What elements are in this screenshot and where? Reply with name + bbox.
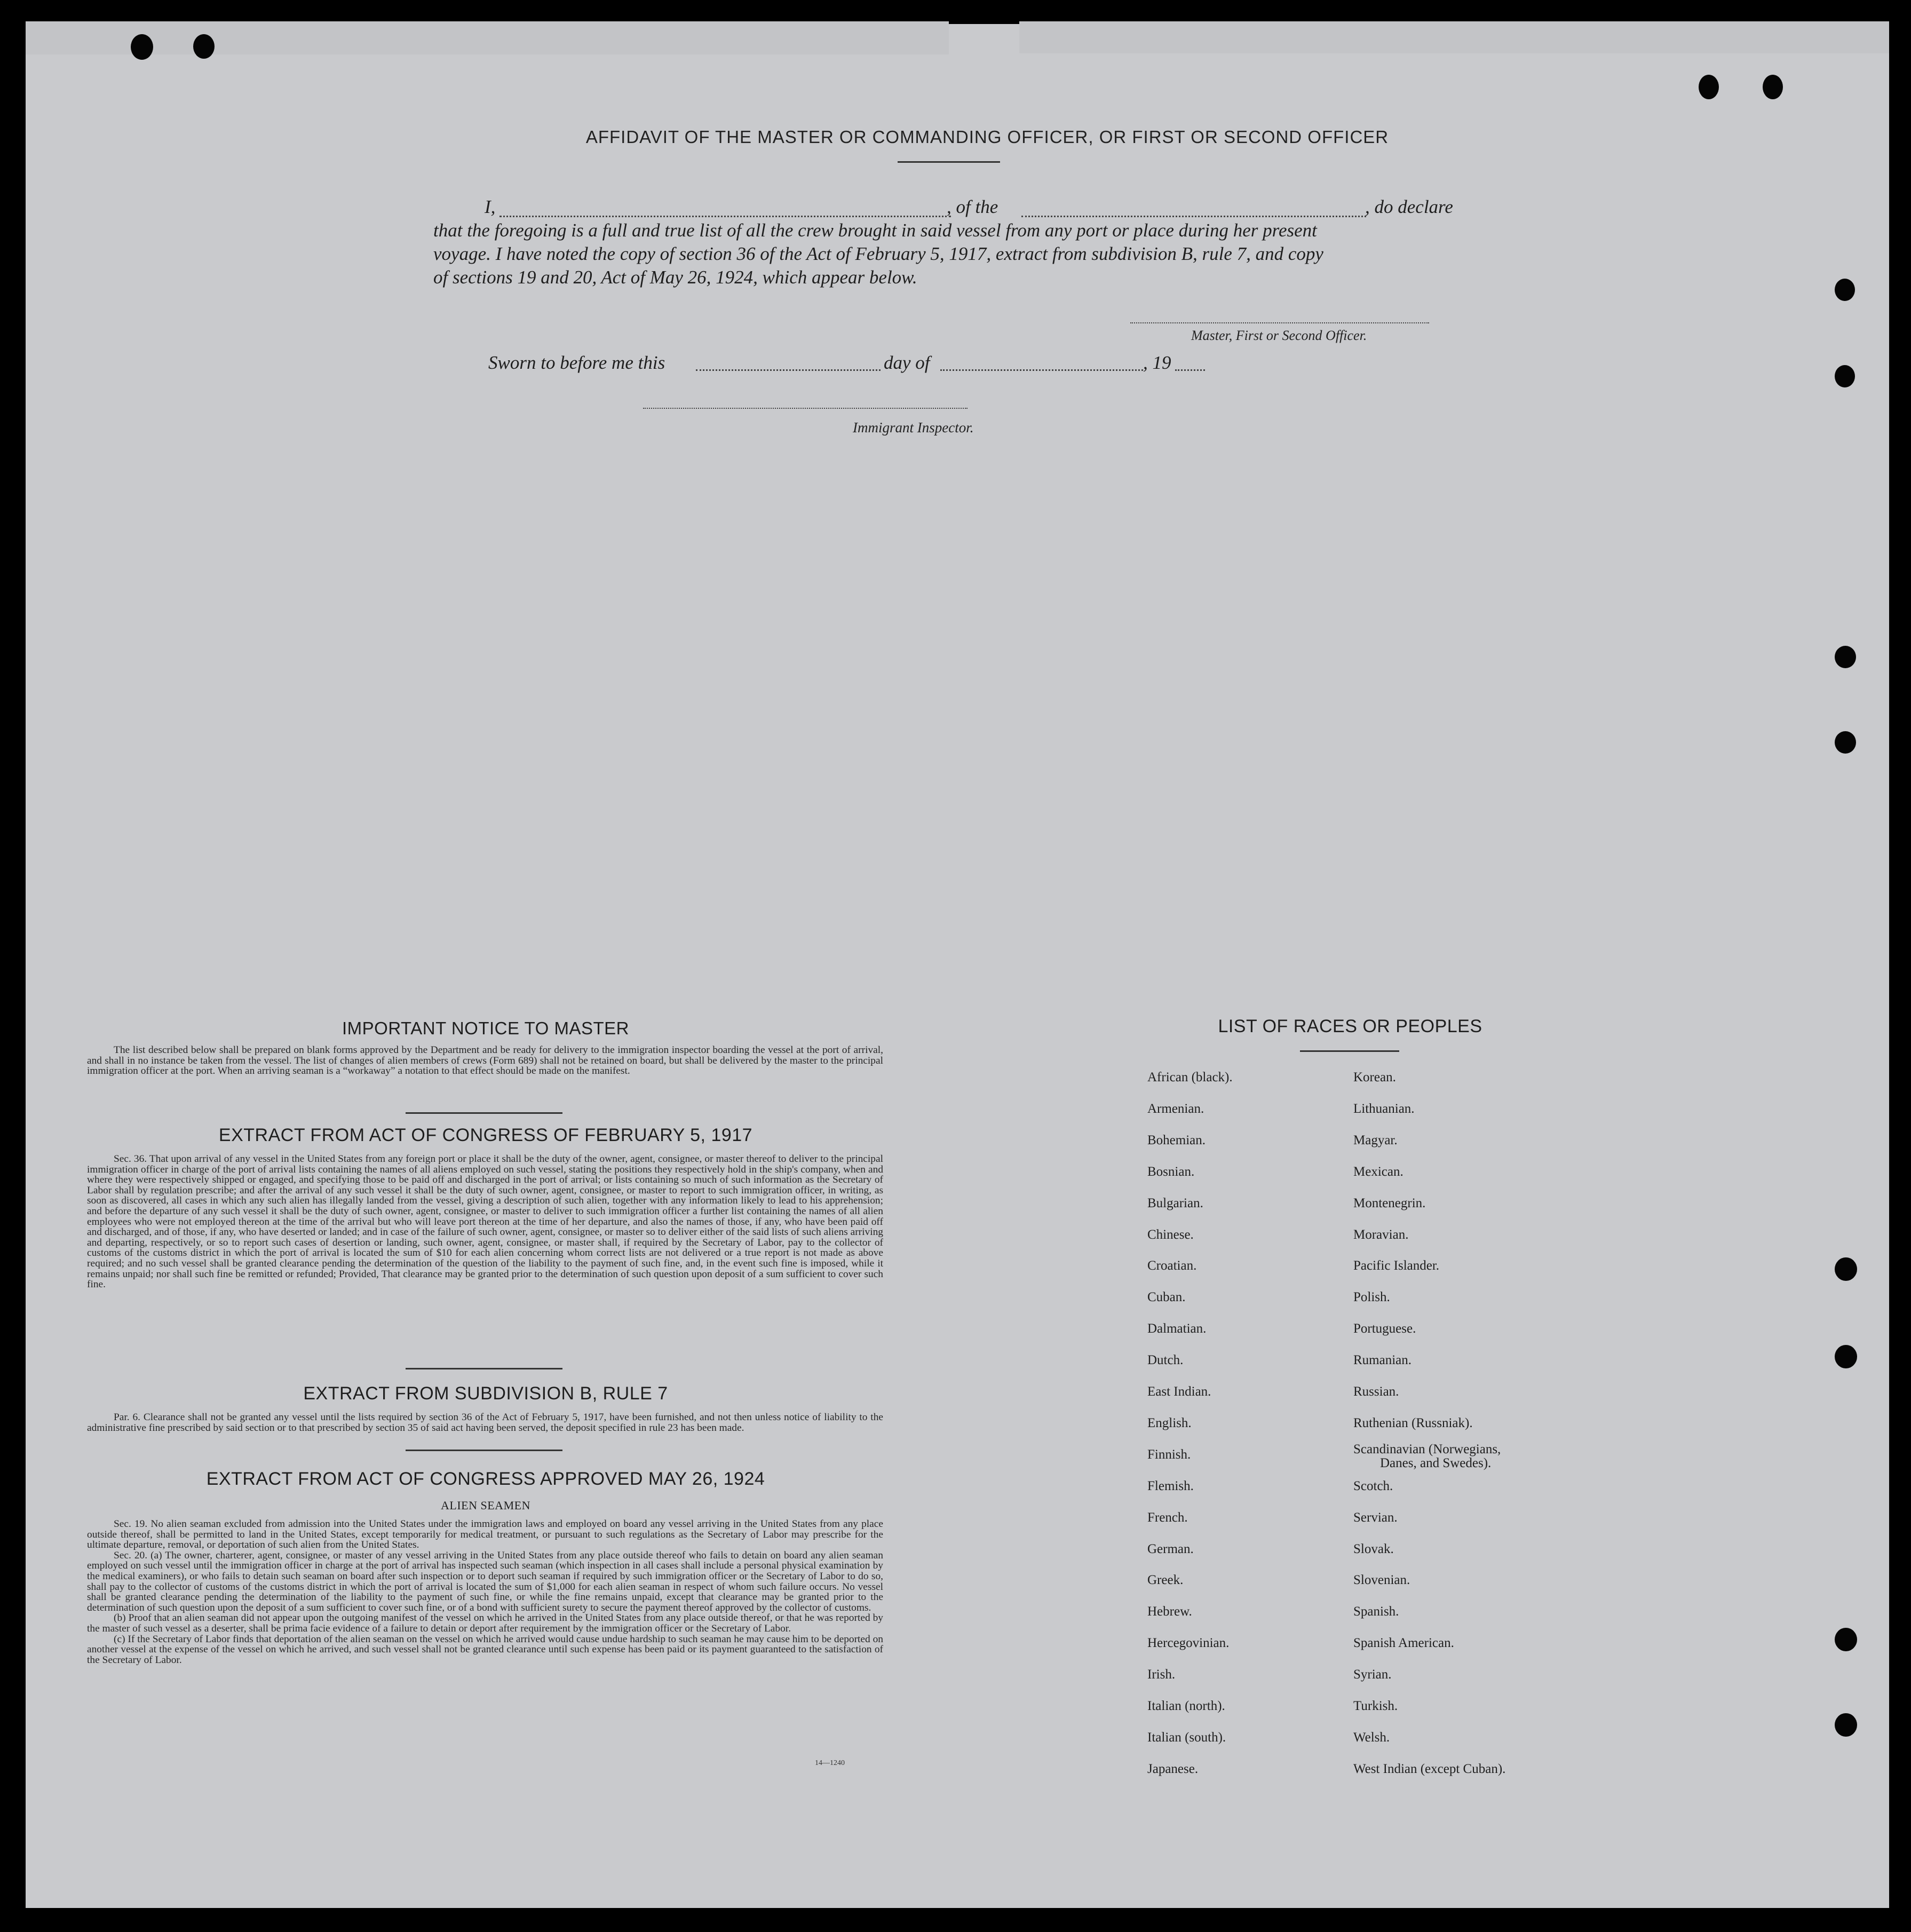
notice-text [87,1045,883,1076]
par-6-paragraph: Par. 6. Clearance shall not be granted any vessel until the lists required by section 36 of the Act of February 5, 1917, have been furnished, and not then unless notice of liability to the administrative fine prescribed by said section or to that prescribed by section 35 of said act having been served, the deposit specified in rule 23 has been made. [87,1412,883,1434]
race-item: Dalmatian. [1147,1321,1207,1336]
sworn-month-field[interactable] [940,369,1143,371]
race-item: German. [1147,1542,1194,1556]
sworn-day-field[interactable] [696,369,881,371]
race-item: Turkish. [1353,1699,1398,1713]
master-signature-field[interactable] [1130,322,1429,323]
section-divider [406,1368,562,1369]
race-item: Spanish. [1353,1604,1399,1619]
punch-hole [1835,365,1855,387]
race-item: Montenegrin. [1353,1196,1426,1210]
race-item: Irish. [1147,1667,1176,1682]
extract-1924-title: EXTRACT FROM ACT OF CONGRESS APPROVED MAY 26, 1924 [206,1469,765,1489]
punch-hole [1835,279,1855,301]
sec-19-paragraph: Sec. 19. No alien seaman excluded from admission into the United States under the immigration laws and employed on board any vessel arriving in the United States from any place outside thereof, shall be permitted to land in the United States, except temporarily for medical treatment, or pursuant to such regulations as the Secretary of Labor may prescribe for the ultimate departure, removal, or deportation of such alien from the United States. [87,1518,883,1551]
race-item: Bosnian. [1147,1165,1195,1179]
race-item: Chinese. [1147,1228,1194,1242]
affiant-label: I, [485,196,496,217]
affidavit-title: AFFIDAVIT OF THE MASTER OR COMMANDING OFFICER, OR FIRST OR SECOND OFFICER [585,127,1389,147]
race-item: Dutch. [1147,1353,1184,1367]
extract-1917-title: EXTRACT FROM ACT OF CONGRESS OF FEBRUARY 5, 1917 [218,1125,753,1145]
race-item: African (black). [1147,1070,1233,1084]
alien-seamen-subtitle: ALIEN SEAMEN [441,1499,530,1512]
race-item: English. [1147,1416,1192,1430]
race-item: Magyar. [1353,1133,1398,1147]
affiant-name-field[interactable] [499,216,951,217]
race-item: Scotch. [1353,1479,1393,1493]
punch-hole [1835,731,1856,754]
race-item: Finnish. [1147,1447,1191,1462]
race-item: Hebrew. [1147,1604,1192,1619]
sec-20a-paragraph: Sec. 20. (a) The owner, charterer, agent, consignee, or master of any vessel arriving in the United States from any place outside thereof who fails to detain on board any alien seaman employed on such vessel until the immigration officer in charge at the port of arrival has inspected such seaman (which inspection in all cases shall include a personal physical examination by the medical examiners), or who fails to detain such seaman on board after such inspection or to deport such seaman if required by such immigration officer or the Secretary of Labor to do so, shall pay to the collector of customs of the customs district in which the port of arrival is located the sum of $1,000 for each alien seaman in respect of whom such failure occurs. No vessel shall be granted clearance pending the determination of the liability to the payment of such fine, or while the fine remains unpaid, except that clearance may be granted prior to the determination of such question upon the deposit of a sum sufficient to cover such fine, or of a bond with sufficient surety to secure the payment thereof approved by the collector of customs. [87,1549,883,1613]
race-item: Italian (south). [1147,1730,1226,1745]
race-item-continuation: Danes, and Swedes). [1380,1456,1492,1470]
race-item: East Indian. [1147,1384,1211,1399]
race-item: Polish. [1353,1290,1390,1304]
race-item: Slovenian. [1353,1573,1410,1587]
year-prefix-label: , 19 [1143,352,1171,373]
race-item: Portuguese. [1353,1321,1416,1336]
race-item: Rumanian. [1353,1353,1412,1367]
punch-hole [193,34,215,59]
race-item: Bulgarian. [1147,1196,1203,1210]
rule-7-text [87,1412,883,1433]
top-edge-strip [26,21,949,54]
punch-hole [1835,1257,1857,1281]
race-item: Bohemian. [1147,1133,1206,1147]
race-item: Italian (north). [1147,1699,1225,1713]
race-item: Greek. [1147,1573,1184,1587]
sworn-label: Sworn to before me this [488,352,665,373]
race-item: Armenian. [1147,1102,1204,1116]
title-underline [898,161,1000,163]
race-item: French. [1147,1510,1188,1525]
do-declare-label: , do declare [1365,196,1453,217]
race-item: Syrian. [1353,1667,1392,1682]
inspector-signature-caption: Immigrant Inspector. [853,419,974,436]
race-item: Welsh. [1353,1730,1390,1745]
section-divider [406,1450,562,1451]
race-item: Slovak. [1353,1542,1394,1556]
race-item: Moravian. [1353,1228,1409,1242]
top-edge-strip-right [1019,21,1889,53]
punch-hole [1835,646,1856,668]
extract-1917-text [87,1154,883,1290]
of-the-label: , of the [947,196,998,217]
vessel-name-field[interactable] [1021,216,1366,217]
punch-hole [1763,75,1783,99]
form-code: 14—1240 [815,1759,845,1767]
race-item: Pacific Islander. [1353,1258,1440,1273]
notice-paragraph: The list described below shall be prepared on blank forms approved by the Department and be ready for delivery to the immigration inspector boarding the vessel at the port of arrival, and shall in no instance be taken from the vessel. The list of changes of alien members of crews (Form 689) shall not be retained on board, but shall be delivered by the master to the principal immigration officer at the port. When an arriving seaman is a “workaway” a notation to that effect should be made on the manifest. [87,1044,883,1077]
punch-hole [1835,1345,1857,1368]
sec-20b-paragraph: (b) Proof that an alien seaman did not appear upon the outgoing manifest of the vessel on which he arrived in the United States from any place outside thereof, or that he was reported by the master of such vessel as a deserter, shall be prima facie evidence of a failure to detain or deport after requirement by the immigration officer or the Secretary of Labor. [87,1612,883,1634]
punch-hole [1835,1713,1857,1737]
race-item: West Indian (except Cuban). [1353,1762,1506,1776]
race-item: Korean. [1353,1070,1396,1084]
affidavit-text-line-1: that the foregoing is a full and true list of all the crew brought in said vessel from any port or place during her present [433,220,1317,241]
punch-hole [1699,75,1719,99]
day-of-label: day of [884,352,930,373]
sworn-year-field[interactable] [1175,369,1205,371]
race-item: Hercegovinian. [1147,1636,1230,1650]
section-divider [406,1112,562,1114]
race-item: Ruthenian (Russniak). [1353,1416,1473,1430]
race-item: Mexican. [1353,1165,1403,1179]
master-signature-caption: Master, First or Second Officer. [1191,328,1367,343]
race-item: Lithuanian. [1353,1102,1415,1116]
inspector-signature-field[interactable] [643,408,968,409]
sec-20c-paragraph: (c) If the Secretary of Labor finds that deportation of the alien seaman on the vessel on which he arrived would cause undue hardship to such seaman he may cause him to be deported on another vessel at the expense of the vessel on which he arrived, and such vessel shall not be granted clearance until such expense has been paid or its payment guaranteed to the satisfaction of the Secretary of Labor. [87,1633,883,1666]
race-item: Japanese. [1147,1762,1199,1776]
notice-title: IMPORTANT NOTICE TO MASTER [342,1018,629,1038]
race-item: Russian. [1353,1384,1399,1399]
races-title-underline [1300,1050,1399,1052]
race-item: Spanish American. [1353,1636,1454,1650]
races-title: LIST OF RACES OR PEOPLES [1218,1016,1482,1036]
punch-hole [131,34,153,60]
rule-7-title: EXTRACT FROM SUBDIVISION B, RULE 7 [303,1383,668,1404]
race-item: Scandinavian (Norwegians, [1353,1442,1501,1456]
race-item: Croatian. [1147,1258,1197,1273]
race-item: Servian. [1353,1510,1398,1525]
race-item: Flemish. [1147,1479,1194,1493]
affidavit-text-line-3: of sections 19 and 20, Act of May 26, 1924, which appear below. [433,267,917,288]
affidavit-text-line-2: voyage. I have noted the copy of section 36 of the Act of February 5, 1917, extract from subdivision B, rule 7, and copy [433,243,1323,264]
race-item: Cuban. [1147,1290,1186,1304]
punch-hole [1835,1628,1857,1651]
extract-1924-text [87,1519,883,1665]
sec-36-paragraph: Sec. 36. That upon arrival of any vessel in the United States from any foreign port or place it shall be the duty of the owner, agent, consignee, or master thereof to deliver to the principal immigration officer in charge of the port of arrival lists containing the names of all aliens employed on such vessel, stating the positions they respectively hold in the ship's company, when and where they were respectively shipped or engaged, and specifying those to be paid off and discharged in the port of arrival; or lists containing so much of such information as the Secretary of Labor shall by regulation prescribe; and after the arrival of any such vessel it shall be the duty of such owner, agent, consignee, or master to report to such immigration officer, in writing, as soon as discovered, all cases in which any such alien has illegally landed from the vessel, giving a description of such alien, together with any information likely to lead to his apprehension; and before the departure of any such vessel it shall be the duty of such owner, agent, consignee, or master to deliver to such immigration officer a further list containing the names of all alien employees who were not employed thereon at the time of the arrival but who will leave port thereon at the time of her departure, and also the names of those, if any, who have been paid off and discharged, and of those, if any, who have deserted or landed; and in case of the failure of such owner, agent, consignee, or master so to deliver either of the said lists of such aliens arriving and departing, respectively, or so to report such cases of desertion or landing, such owner, agent, consignee, or master shall, if required by the Secretary of Labor, pay to the collector of customs of the customs district in which the port of arrival is located the sum of $10 for each alien concerning whom correct lists are not delivered or a true report is not made as above required; and no such vessel shall be granted clearance pending the determination of the question of the liability to the payment of such fine, and, in the event such fine is imposed, while it remains unpaid; nor shall such fine be remitted or refunded; Provided, That clearance may be granted prior to the determination of such question upon deposit of a sum sufficient to cover such fine. [87,1153,883,1290]
